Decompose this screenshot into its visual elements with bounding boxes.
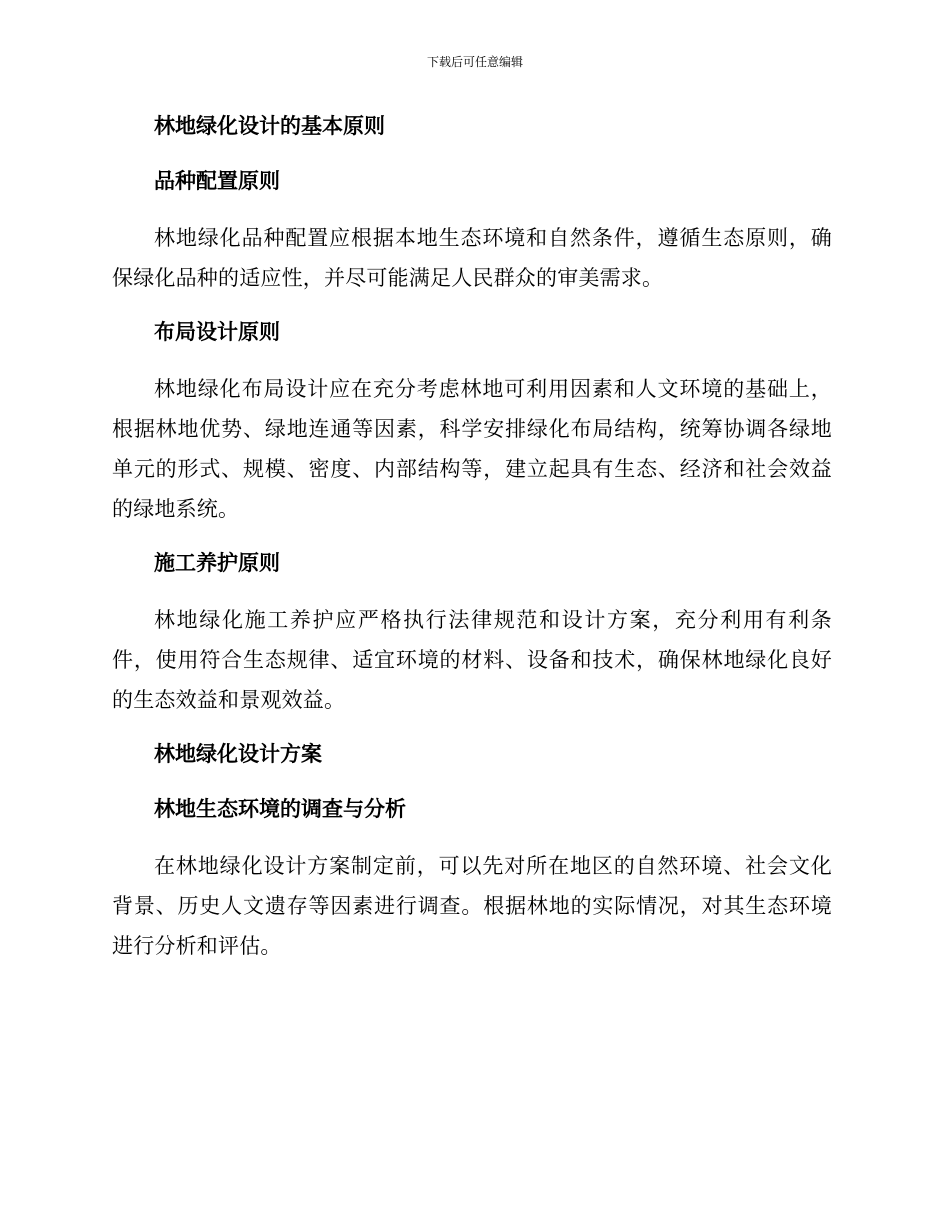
body-paragraph: 林地绿化施工养护应严格执行法律规范和设计方案，充分利用有利条件，使用符合生态规律、适宜环境的材料、设备和技术，确保林地绿化良好的生态效益和景观效益。 — [112, 608, 832, 712]
body-paragraph: 林地绿化品种配置应根据本地生态环境和自然条件，遵循生态原则，确保绿化品种的适应性，并尽可能满足人民群众的审美需求。 — [112, 226, 832, 290]
subsection-heading: 林地生态环境的调查与分析 — [154, 797, 406, 821]
subsection-heading: 施工养护原则 — [154, 551, 280, 575]
subsection-heading: 布局设计原则 — [154, 320, 280, 344]
document-body — [112, 108, 832, 982]
body-paragraph: 林地绿化布局设计应在充分考虑林地可利用因素和人文环境的基础上，根据林地优势、绿地连通等因素，科学安排绿化布局结构，统筹协调各绿地单元的形式、规模、密度、内部结构等，建立起具有生态、经济和社会效益的绿地系统。 — [112, 377, 832, 521]
body-paragraph: 在林地绿化设计方案制定前，可以先对所在地区的自然环境、社会文化背景、历史人文遗存等因素进行调查。根据林地的实际情况，对其生态环境进行分析和评估。 — [112, 854, 832, 958]
subsection-heading: 品种配置原则 — [154, 169, 280, 193]
section-heading: 林地绿化设计的基本原则 — [154, 114, 385, 138]
section-heading: 林地绿化设计方案 — [154, 742, 322, 766]
header-note: 下载后可任意编辑 — [426, 55, 523, 69]
